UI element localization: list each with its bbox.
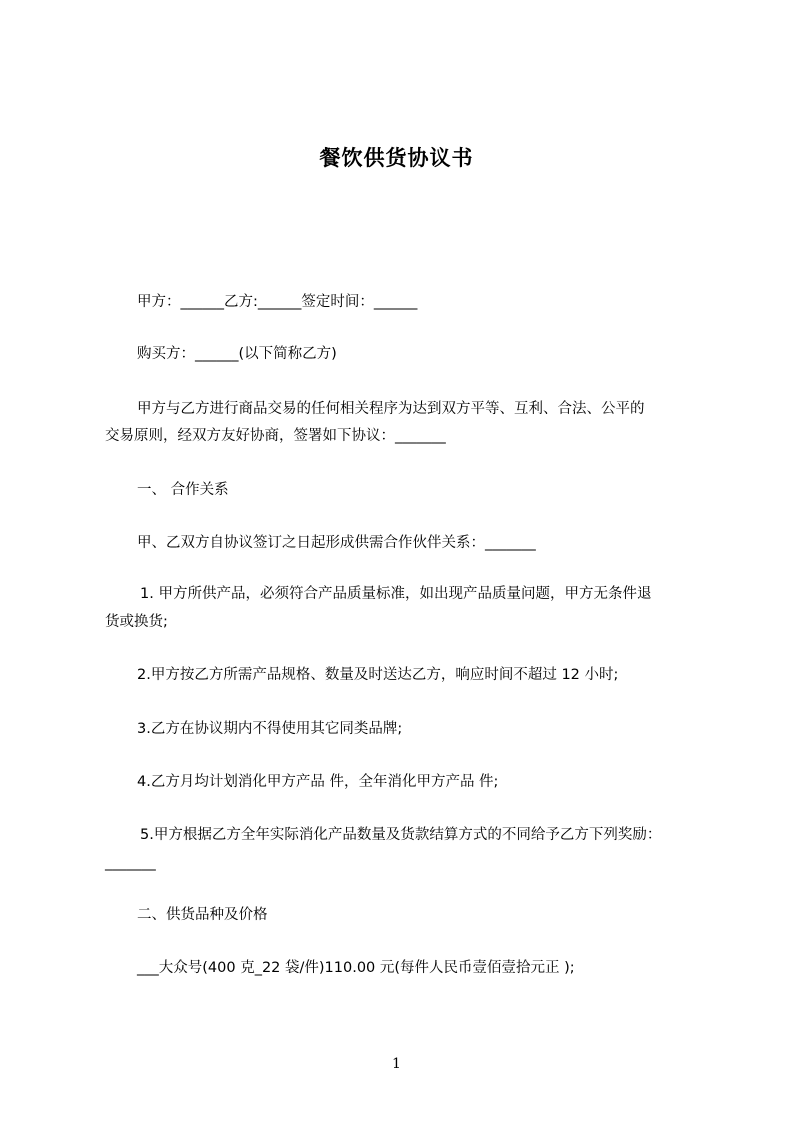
document-title: 餐饮供货协议书 bbox=[319, 146, 474, 170]
clause-3: 3.乙方在协议期内不得使用其它同类品牌; bbox=[137, 721, 403, 737]
parties-line: 甲方：______乙方:______签定时间：______ bbox=[137, 294, 418, 310]
intro-line-2: 交易原则，经双方友好协商，签署如下协议：_______ bbox=[105, 428, 446, 444]
page-number: 1 bbox=[392, 1056, 401, 1072]
clause-5-line-1: 5.甲方根据乙方全年实际消化产品数量及货款结算方式的不同给予乙方下列奖励： bbox=[140, 827, 662, 843]
section-2-heading: 二、供货品种及价格 bbox=[137, 907, 268, 923]
clause-5-line-2: _______ bbox=[105, 855, 156, 871]
section-1-text: 甲、乙双方自协议签订之日起形成供需合作伙伴关系：_______ bbox=[137, 535, 536, 551]
intro-line-1: 甲方与乙方进行商品交易的任何相关程序为达到双方平等、互利、合法、公平的 bbox=[137, 401, 645, 417]
clause-2: 2.甲方按乙方所需产品规格、数量及时送达乙方，响应时间不超过 12 小时; bbox=[137, 667, 619, 683]
clause-1-line-2: 货或换货; bbox=[105, 614, 168, 630]
section-1-heading: 一、 合作关系 bbox=[137, 482, 229, 498]
clause-1-line-1: 1. 甲方所供产品，必须符合产品质量标准，如出现产品质量问题，甲方无条件退 bbox=[140, 586, 652, 602]
clause-4: 4.乙方月均计划消化甲方产品 件，全年消化甲方产品 件; bbox=[137, 774, 499, 790]
buyer-line: 购买方：______(以下简称乙方) bbox=[137, 346, 337, 362]
product-line: ___大众号(400 克_22 袋/件)110.00 元(每件人民币壹佰壹拾元正 ); bbox=[137, 960, 575, 976]
